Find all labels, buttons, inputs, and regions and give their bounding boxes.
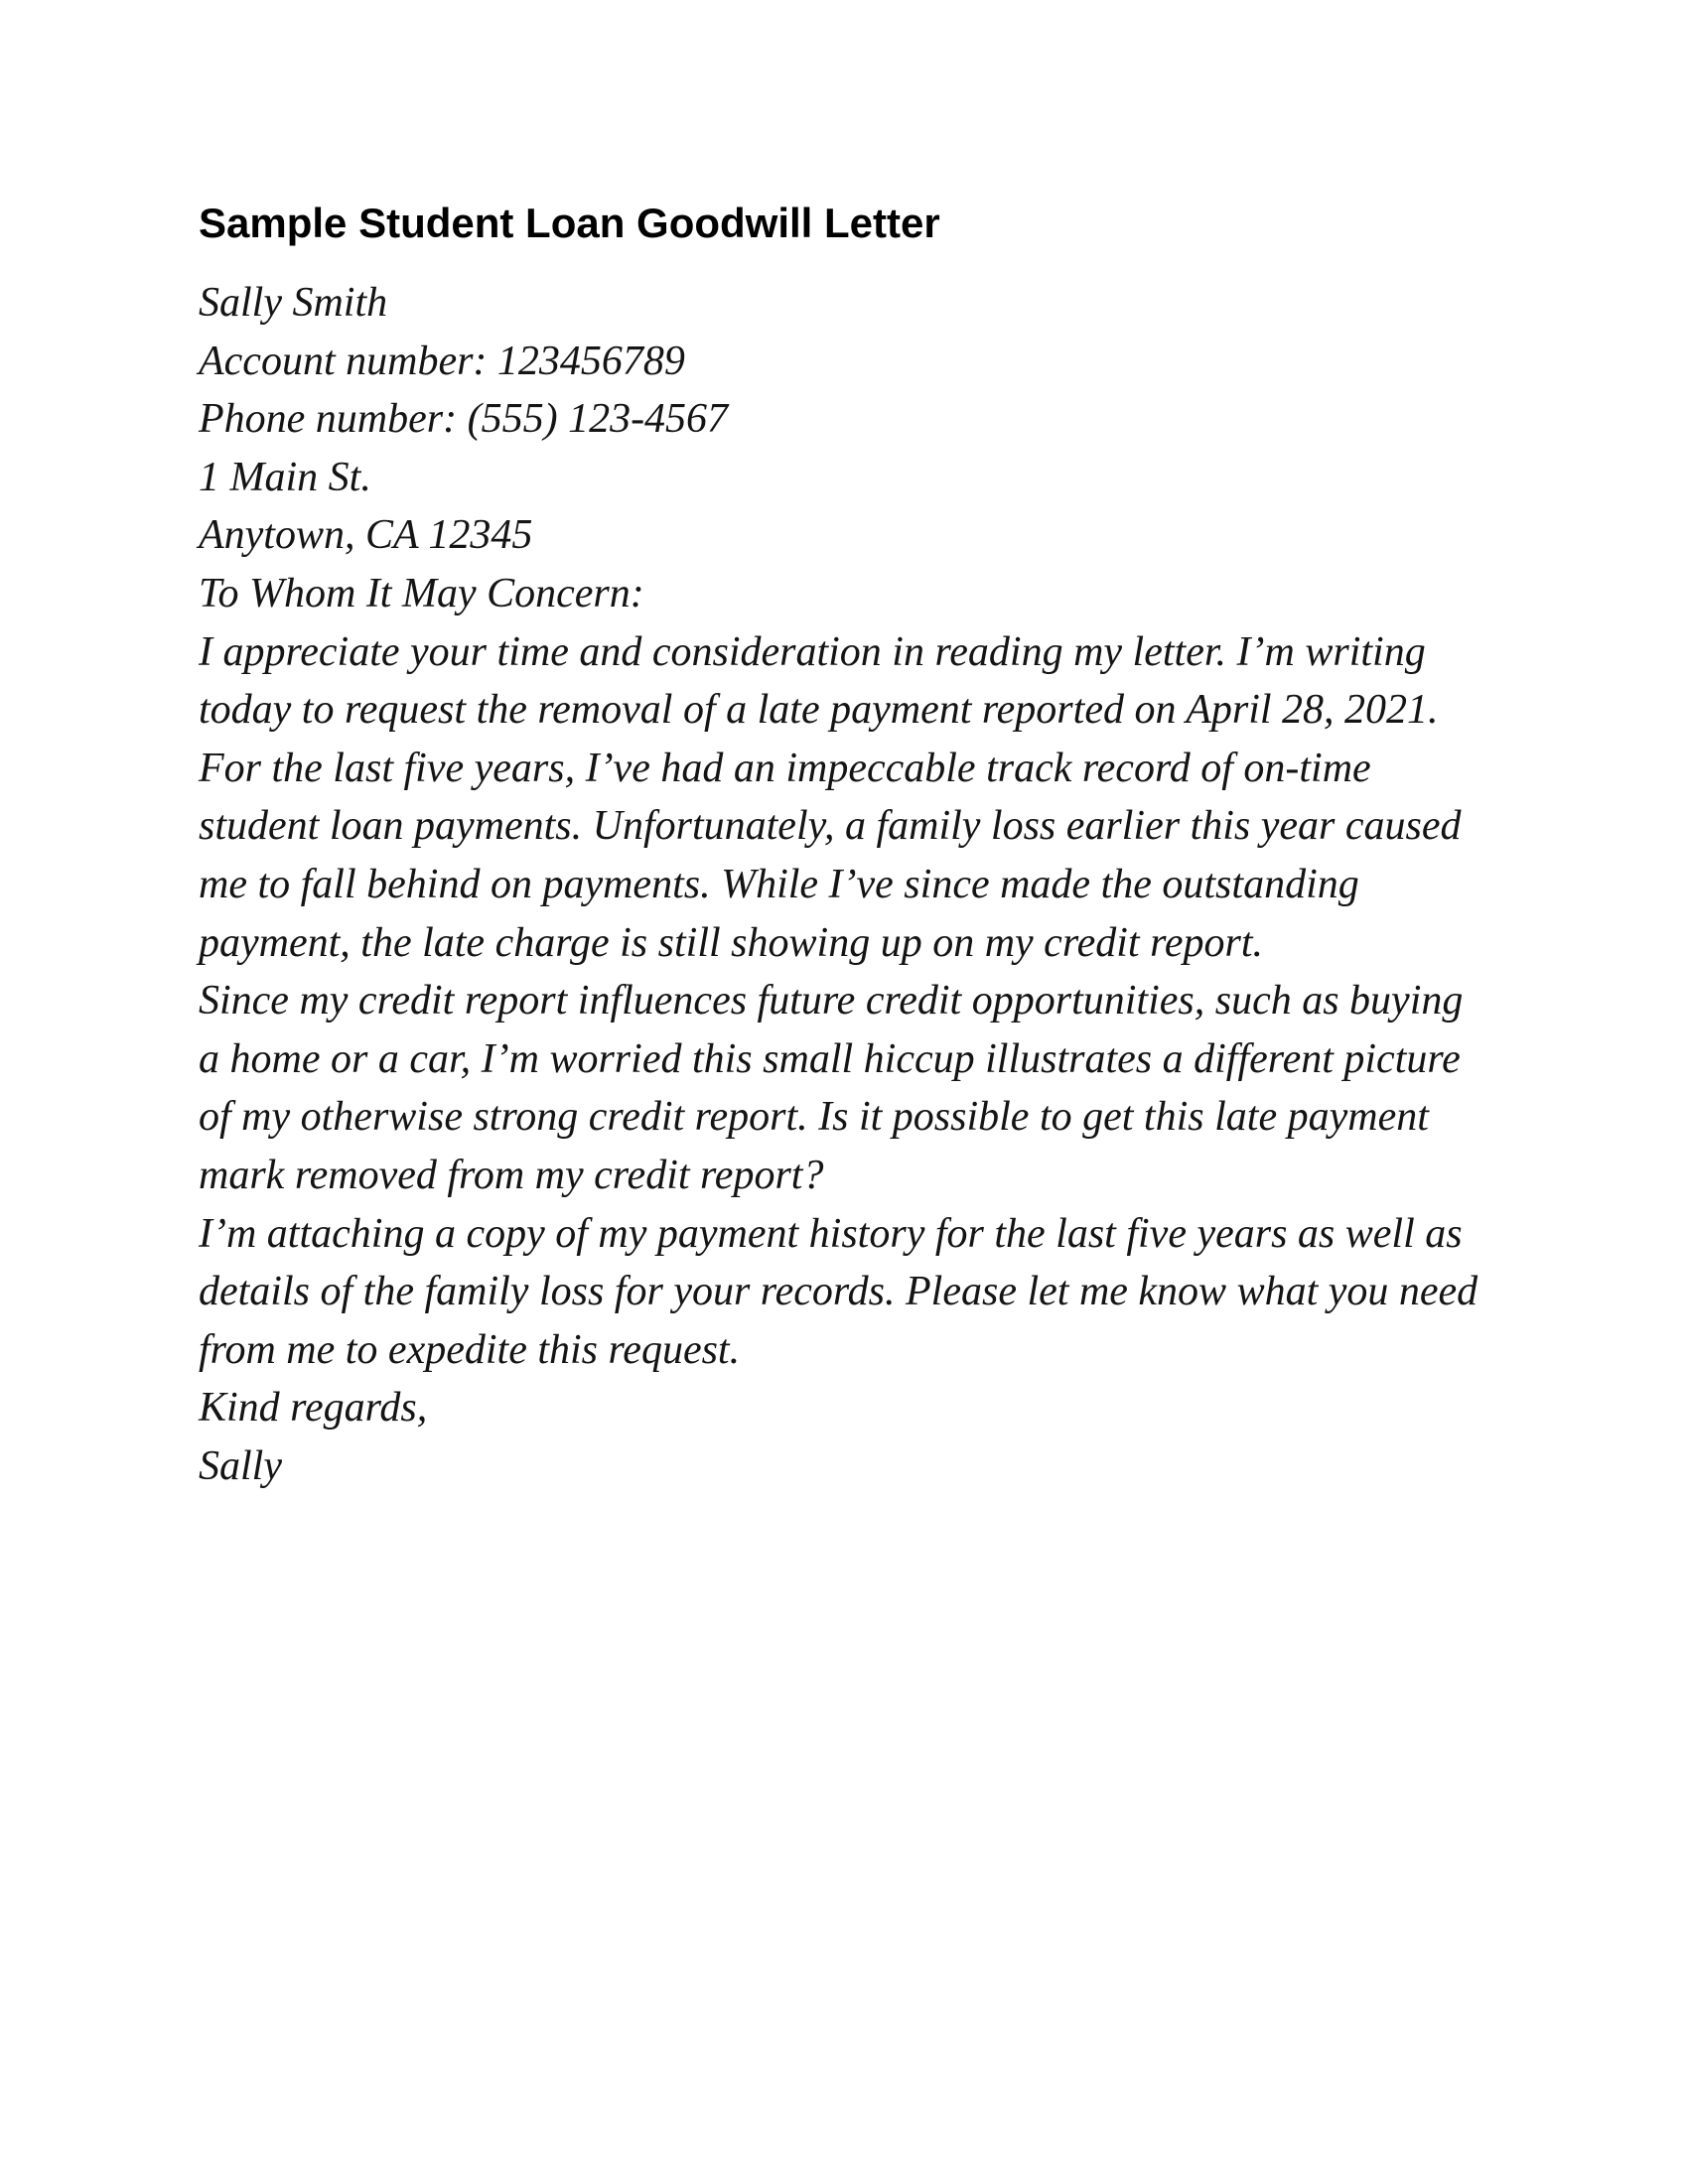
letter-paragraph-line: today to request the removal of a late payment reported on April 28, 2021. — [199, 687, 1439, 734]
line-signature: Sally — [199, 1442, 282, 1489]
letter-paragraph-line: mark removed from my credit report? — [199, 1152, 824, 1198]
letter-paragraph-line: I’m attaching a copy of my payment history for the last five years as well as — [199, 1210, 1463, 1257]
letter-paragraph-line: Since my credit report influences future credit opportunities, such as buying — [199, 978, 1464, 1024]
letter-paragraph-line: For the last five years, I’ve had an impeccable track record of on-time — [199, 745, 1371, 791]
line-closing: Kind regards, — [199, 1385, 428, 1432]
line-sender-name: Sally Smith — [199, 280, 388, 326]
line-address-street: 1 Main St. — [199, 454, 371, 500]
line-account-number: Account number: 123456789 — [199, 338, 685, 384]
letter-paragraph-line: a home or a car, I’m worried this small hiccup illustrates a different picture — [199, 1035, 1461, 1082]
letter-paragraph-line: of my otherwise strong credit report. Is it possible to get this late payment — [199, 1094, 1429, 1141]
letter-body — [199, 274, 1589, 1495]
letter-paragraph-line: payment, the late charge is still showing up on my credit report. — [199, 919, 1264, 966]
document-title: Sample Student Loan Goodwill Letter — [199, 200, 940, 246]
letter-paragraph-line: details of the family loss for your records. Please let me know what you need — [199, 1269, 1478, 1315]
line-salutation: To Whom It May Concern: — [199, 570, 644, 616]
line-address-city: Anytown, CA 12345 — [199, 512, 533, 559]
letter-paragraph-line: student loan payments. Unfortunately, a family loss earlier this year caused — [199, 803, 1462, 850]
letter-paragraph-line: I appreciate your time and consideration in reading my letter. I’m writing — [199, 628, 1426, 675]
letter-paragraph-line: from me to expedite this request. — [199, 1326, 741, 1373]
line-phone-number: Phone number: (555) 123-4567 — [199, 396, 729, 443]
letter-paragraph-line: me to fall behind on payments. While I’ve since made the outstanding — [199, 861, 1359, 907]
